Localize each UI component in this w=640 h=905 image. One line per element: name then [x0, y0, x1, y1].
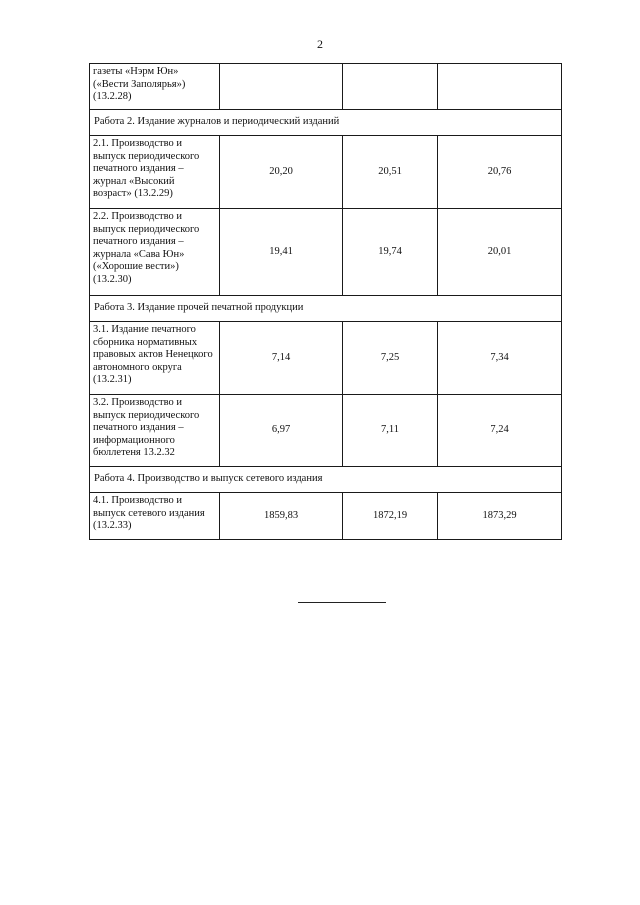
value-cell-2: 19,74 [343, 209, 438, 296]
page-number: 2 [317, 37, 323, 51]
row-label-cell [90, 322, 220, 395]
table-row [90, 209, 562, 296]
value-cell-3: 20,01 [438, 209, 562, 296]
row-label: 2.2. Производство и выпуск периодического печатного издания – журнала «Сава Юн» («Хорошие вести») (13.2.30) [93, 211, 200, 285]
section-heading: Работа 3. Издание прочей печатной продукции [90, 296, 562, 322]
value-cell-3: 7,24 [438, 395, 562, 467]
row-label-cell [90, 136, 220, 209]
row-label-cell [90, 209, 220, 296]
value-cell-1: 20,20 [220, 136, 343, 209]
row-label-cell [90, 493, 220, 540]
value-cell-3: 7,34 [438, 322, 562, 395]
value-cell-2 [343, 64, 438, 110]
end-of-document-rule [298, 602, 386, 603]
value-cell-1: 19,41 [220, 209, 343, 296]
value-cell-3: 1873,29 [438, 493, 562, 540]
value-cell-2: 7,25 [343, 322, 438, 395]
table-row [90, 64, 562, 110]
table-row [90, 322, 562, 395]
row-label: 3.2. Производство и выпуск периодического печатного издания – информационного бюллетеня 13.2.32 [93, 397, 200, 458]
value-cell-1 [220, 64, 343, 110]
section-heading: Работа 2. Издание журналов и периодический изданий [90, 110, 562, 136]
section-row [90, 110, 562, 136]
section-row [90, 296, 562, 322]
value-cell-3: 20,76 [438, 136, 562, 209]
value-cell-2: 7,11 [343, 395, 438, 467]
row-label: 4.1. Производство и выпуск сетевого издания (13.2.33) [93, 495, 205, 531]
section-heading: Работа 4. Производство и выпуск сетевого издания [90, 467, 562, 493]
value-cell-1: 1859,83 [220, 493, 343, 540]
row-label: газеты «Нэрм Юн» («Вести Заполярья») (13.2.28) [93, 66, 186, 102]
row-label-cell [90, 395, 220, 467]
row-label: 2.1. Производство и выпуск периодического печатного издания – журнал «Высокий возраст» (13.2.29) [93, 138, 200, 199]
value-cell-3 [438, 64, 562, 110]
value-cell-2: 1872,19 [343, 493, 438, 540]
tariff-table [89, 63, 562, 540]
value-cell-2: 20,51 [343, 136, 438, 209]
section-row [90, 467, 562, 493]
row-label: 3.1. Издание печатного сборника нормативных правовых актов Ненецкого автономного округа (13.2.31) [93, 324, 213, 385]
table-row [90, 493, 562, 540]
table-row [90, 136, 562, 209]
table-row [90, 395, 562, 467]
row-label-cell [90, 64, 220, 110]
value-cell-1: 7,14 [220, 322, 343, 395]
value-cell-1: 6,97 [220, 395, 343, 467]
